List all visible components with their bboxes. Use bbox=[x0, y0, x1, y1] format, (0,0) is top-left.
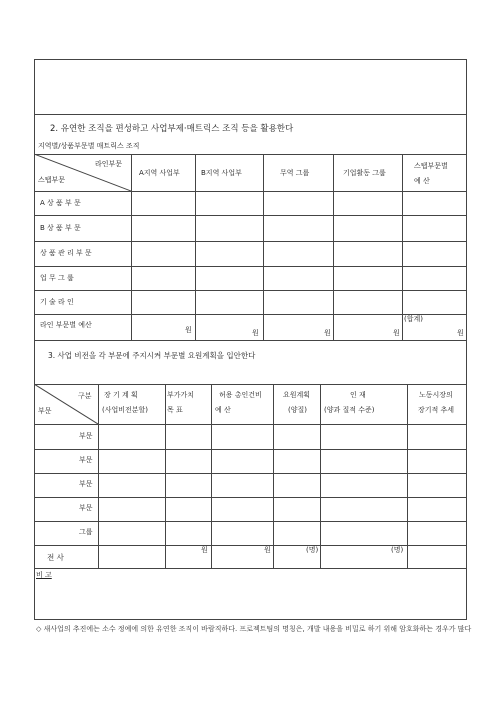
staff-total-people-2: (명) bbox=[391, 546, 404, 554]
staff-total-won-2: 원 bbox=[264, 546, 271, 554]
header-staff-plan-2: (양질) bbox=[288, 406, 307, 414]
staff-row-label-2: 부문 bbox=[79, 456, 93, 464]
col-header-corporate: 기업활동 그룹 bbox=[343, 169, 386, 177]
header-labor-market-2: 장기적 추세 bbox=[418, 406, 455, 414]
budget-won-1: 원 bbox=[185, 326, 192, 334]
section2-title: 2. 유연한 조직을 편성하고 사업부제·매트릭스 조직 등을 활용한다 bbox=[50, 124, 294, 134]
matrix-corner-bottom: 스탭부문 bbox=[38, 176, 66, 184]
staff-total-people-1: (명) bbox=[306, 546, 319, 554]
header-value-added-2: 목 표 bbox=[167, 406, 183, 414]
staff-row-label-1: 부문 bbox=[79, 432, 93, 440]
staff-row-label-group: 그룹 bbox=[79, 528, 93, 536]
staffing-corner-diagonal bbox=[34, 384, 98, 424]
col-header-staff-budget-2: 예 산 bbox=[414, 177, 430, 185]
matrix-corner-top: 라인부문 bbox=[95, 160, 123, 168]
col-header-a-region: A지역 사업부 bbox=[139, 169, 180, 177]
col-header-trade: 무역 그룹 bbox=[280, 169, 310, 177]
header-talent-2: (양과 질적 수준) bbox=[324, 406, 375, 414]
header-talent: 인 재 bbox=[350, 391, 366, 399]
header-value-added: 부가가치 bbox=[167, 391, 195, 399]
row-label-product-mgmt: 상 품 관 리 부 문 bbox=[40, 249, 92, 257]
footnote-text: ◇ 새사업의 추진에는 소수 정예에 의한 유연한 조직이 바람직하다. 프로젝트팀의 명칭은, 개발 내용을 비밀로 하기 위해 암호화하는 경우가 많다 bbox=[36, 625, 472, 633]
header-labor-budget: 허용 총인건비 bbox=[219, 391, 262, 399]
section2-subtitle: 지역별/상품부문별 매트릭스 조직 bbox=[38, 142, 140, 150]
header-staff-plan: 요원계획 bbox=[283, 391, 311, 399]
budget-won-3: 원 bbox=[324, 329, 331, 337]
staffing-corner-top: 구분 bbox=[78, 392, 92, 400]
row-label-a-product: A 상 품 부 문 bbox=[40, 199, 81, 207]
staffing-corner-bottom: 부문 bbox=[38, 407, 52, 415]
col-header-staff-budget: 스탭부문별 bbox=[414, 162, 448, 170]
row-label-b-product: B 상 품 부 문 bbox=[40, 224, 81, 232]
top-box-divider bbox=[34, 114, 467, 115]
staff-row-label-4: 부문 bbox=[79, 504, 93, 512]
header-long-term-plan-2: (사업비전분할) bbox=[102, 406, 149, 414]
budget-won-2: 원 bbox=[252, 329, 259, 337]
row-label-tech-line: 기 술 라 인 bbox=[40, 298, 74, 306]
row-label-line-budget: 라인 부문별 예산 bbox=[40, 321, 92, 329]
budget-won-4: 원 bbox=[393, 329, 400, 337]
header-labor-budget-2: 예 산 bbox=[215, 406, 231, 414]
staff-row-label-3: 부문 bbox=[79, 480, 93, 488]
col-header-b-region: B지역 사업부 bbox=[201, 169, 242, 177]
staff-total-label: 전 사 bbox=[47, 553, 64, 562]
section3-title: 3. 사업 비전을 각 부문에 주지시켜 부문별 요원계획을 입안한다 bbox=[48, 351, 256, 360]
remarks-label: 비 고 bbox=[36, 571, 52, 579]
staff-total-won-1: 원 bbox=[201, 546, 208, 554]
header-labor-market: 노동시장의 bbox=[419, 391, 453, 399]
header-long-term-plan: 장 기 계 획 bbox=[104, 391, 138, 399]
row-label-business-group: 업 무 그 룹 bbox=[40, 274, 74, 282]
budget-won-total: 원 bbox=[457, 329, 464, 337]
budget-total-label: (합계) bbox=[404, 315, 423, 323]
